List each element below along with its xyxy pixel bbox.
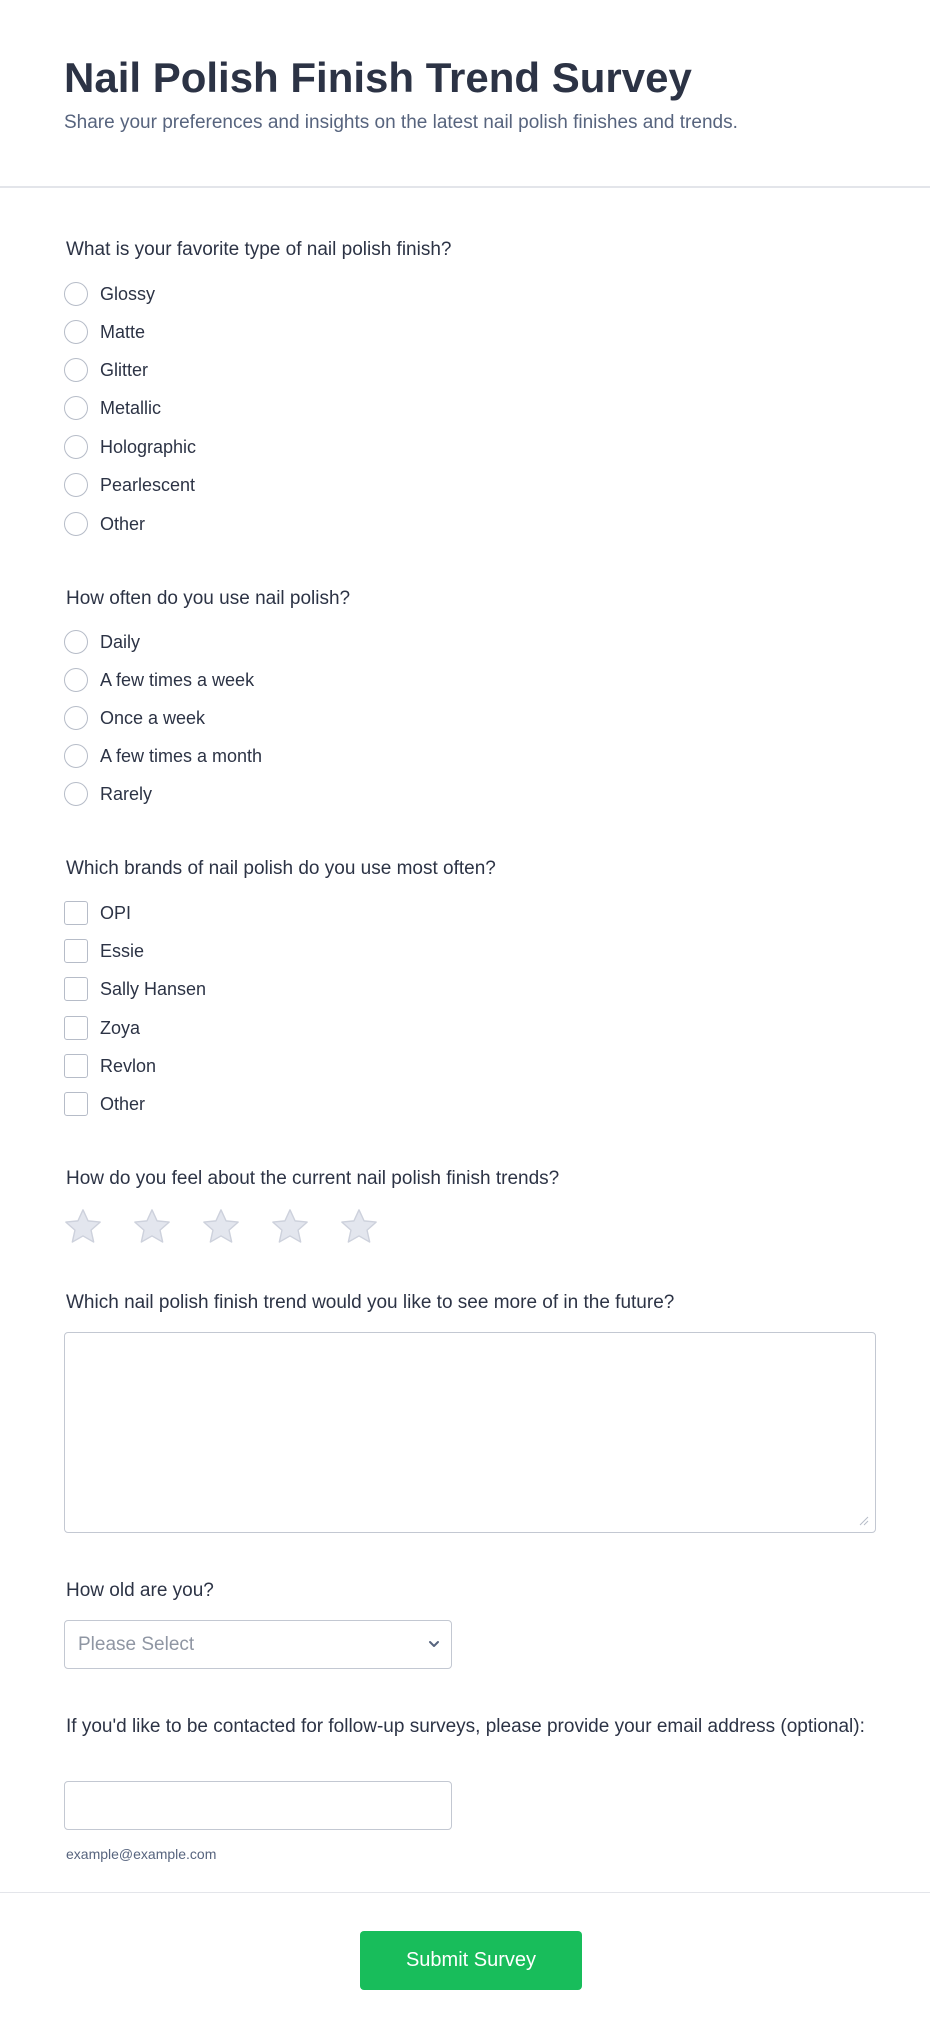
checkbox-option-revlon[interactable] — [64, 1053, 156, 1079]
checkbox-option-label: Revlon — [100, 1056, 157, 1076]
radio-button[interactable] — [64, 512, 88, 536]
star-icon[interactable] — [200, 1206, 242, 1248]
radio-option-metallic[interactable] — [64, 395, 161, 421]
chevron-down-icon — [427, 1637, 441, 1651]
checkbox-option-opi[interactable] — [64, 900, 131, 926]
question-brands-label: Which brands of nail polish do you use most often? — [66, 858, 496, 879]
radio-option-label: A few times a month — [100, 746, 263, 766]
checkbox-option-zoya[interactable] — [64, 1015, 140, 1041]
checkbox[interactable] — [64, 1054, 88, 1078]
radio-option-daily[interactable] — [64, 629, 140, 655]
question-trend-feeling-label: How do you feel about the current nail polish finish trends? — [66, 1168, 560, 1189]
form-header — [0, 0, 930, 188]
radio-option-few-times-month[interactable] — [64, 743, 262, 769]
checkbox[interactable] — [64, 939, 88, 963]
radio-button[interactable] — [64, 396, 88, 420]
radio-button[interactable] — [64, 320, 88, 344]
checkbox-option-label: Essie — [100, 941, 145, 961]
age-select-placeholder: Please Select — [78, 1634, 195, 1655]
radio-option-label: Other — [100, 514, 146, 534]
radio-option-label: Daily — [100, 632, 141, 652]
question-age-label: How old are you? — [66, 1580, 214, 1601]
checkbox-option-essie[interactable] — [64, 938, 144, 964]
question-frequency-label: How often do you use nail polish? — [66, 588, 351, 609]
radio-option-few-times-week[interactable] — [64, 667, 254, 693]
radio-option-glitter[interactable] — [64, 357, 148, 383]
star-icon[interactable] — [269, 1206, 311, 1248]
radio-option-label: Rarely — [100, 784, 153, 804]
page-title: Nail Polish Finish Trend Survey — [64, 54, 692, 101]
radio-button[interactable] — [64, 358, 88, 382]
footer-divider — [0, 1892, 930, 1893]
checkbox-option-label: Zoya — [100, 1018, 141, 1038]
email-sublabel: example@example.com — [66, 1846, 217, 1862]
radio-option-label: A few times a week — [100, 670, 255, 690]
page-subtitle: Share your preferences and insights on the latest nail polish finishes and trends. — [64, 112, 738, 133]
radio-option-label: Pearlescent — [100, 475, 196, 495]
checkbox-option-label: Sally Hansen — [100, 979, 207, 999]
radio-button[interactable] — [64, 473, 88, 497]
checkbox[interactable] — [64, 977, 88, 1001]
radio-option-pearlescent[interactable] — [64, 472, 195, 498]
radio-option-label: Metallic — [100, 398, 162, 418]
checkbox[interactable] — [64, 1016, 88, 1040]
question-favorite-finish-label: What is your favorite type of nail polish finish? — [66, 239, 452, 260]
resize-handle-icon[interactable] — [859, 1516, 869, 1526]
question-email-label: If you'd like to be contacted for follow-up surveys, please provide your email address (optional): — [66, 1716, 865, 1737]
checkbox-option-sally-hansen[interactable] — [64, 976, 206, 1002]
age-select[interactable] — [64, 1620, 452, 1669]
checkbox-option-other[interactable] — [64, 1091, 145, 1117]
star-icon[interactable] — [62, 1206, 104, 1248]
radio-button[interactable] — [64, 282, 88, 306]
radio-option-label: Glitter — [100, 360, 149, 380]
radio-option-label: Holographic — [100, 437, 197, 457]
radio-option-label: Matte — [100, 322, 146, 342]
radio-option-label: Glossy — [100, 284, 156, 304]
radio-option-once-week[interactable] — [64, 705, 205, 731]
checkbox-option-label: OPI — [100, 903, 132, 923]
radio-button[interactable] — [64, 435, 88, 459]
future-trend-textarea[interactable] — [64, 1332, 876, 1533]
radio-button[interactable] — [64, 630, 88, 654]
radio-button[interactable] — [64, 668, 88, 692]
radio-option-label: Once a week — [100, 708, 206, 728]
question-future-trend-label: Which nail polish finish trend would you like to see more of in the future? — [66, 1292, 675, 1313]
star-icon[interactable] — [338, 1206, 380, 1248]
checkbox[interactable] — [64, 1092, 88, 1116]
submit-survey-button[interactable]: Submit Survey — [360, 1931, 582, 1990]
radio-button[interactable] — [64, 744, 88, 768]
radio-option-matte[interactable] — [64, 319, 145, 345]
radio-option-other[interactable] — [64, 511, 145, 537]
radio-button[interactable] — [64, 706, 88, 730]
radio-option-glossy[interactable] — [64, 281, 155, 307]
radio-button[interactable] — [64, 782, 88, 806]
checkbox-option-label: Other — [100, 1094, 146, 1114]
checkbox[interactable] — [64, 901, 88, 925]
radio-option-holographic[interactable] — [64, 434, 196, 460]
email-input[interactable] — [64, 1781, 452, 1830]
star-icon[interactable] — [131, 1206, 173, 1248]
radio-option-rarely[interactable] — [64, 781, 152, 807]
